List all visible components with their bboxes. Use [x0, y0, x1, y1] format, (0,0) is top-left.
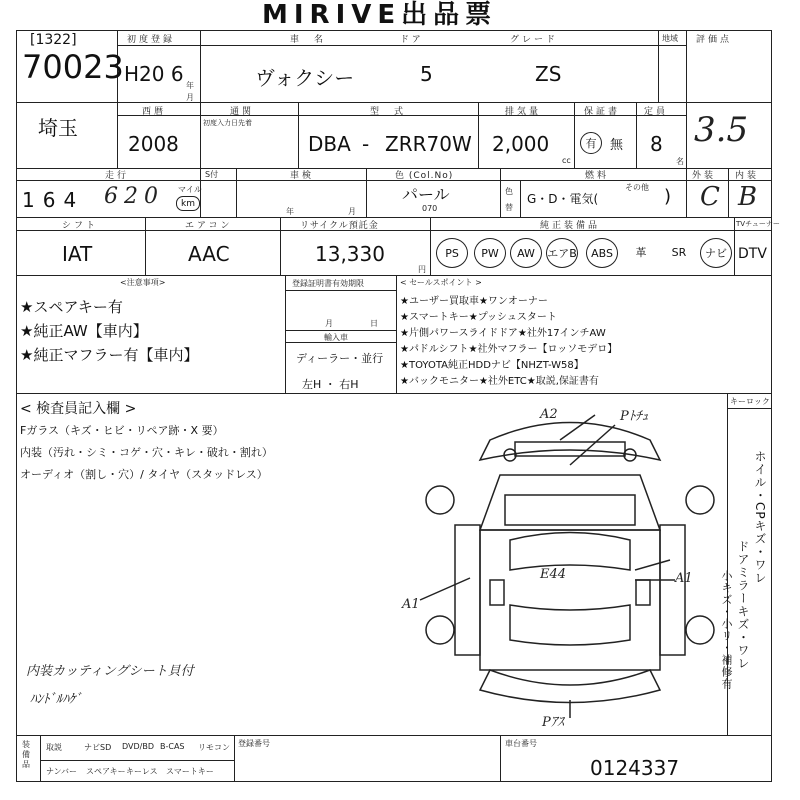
rule	[734, 217, 735, 275]
rule	[285, 290, 396, 291]
footer-item: キーレス	[126, 767, 158, 776]
rule	[234, 735, 235, 782]
handwritten-note-1: 内装カッティングシート貝付	[26, 664, 194, 679]
rule	[478, 102, 479, 168]
door-value: 5	[420, 62, 433, 86]
western-year-label: 西暦	[142, 107, 167, 117]
rule	[366, 168, 367, 217]
rule	[727, 408, 772, 409]
rule	[396, 275, 397, 393]
prefecture: 埼玉	[38, 116, 78, 140]
sales-point: ★パドルシフト★社外マフラー【ロッソモデロ】	[400, 344, 618, 355]
rule	[574, 102, 575, 168]
rule	[500, 735, 501, 782]
displacement-value: 2,000	[492, 132, 550, 156]
color-number: 070	[422, 204, 438, 213]
score-value: 3.5	[694, 110, 749, 150]
equipment-label: 純正装備品	[540, 221, 601, 231]
inspection-label: 車検	[290, 171, 315, 181]
rule	[16, 393, 772, 394]
fuel-label: 燃料	[585, 171, 610, 181]
import-label: 輸入車	[324, 333, 348, 342]
footer-equipment-label: 装備品	[22, 740, 30, 769]
fuel-value: G・D・電気(	[527, 192, 599, 206]
km-unit-mark: km	[176, 196, 200, 211]
score-label: 評価点	[696, 35, 733, 45]
inspector-line: オーディオ（割し・穴）/ タイヤ（スタッドレス）	[20, 468, 268, 481]
rule	[117, 45, 686, 46]
person-unit: 名	[676, 157, 684, 166]
sfix-label: S付	[205, 170, 219, 179]
mileage-label: 走行	[105, 171, 130, 181]
tuner-value: DTV	[738, 246, 767, 262]
wheel-damage-note: ホイル・CPキズ・ワレ	[753, 450, 767, 585]
sales-point: ★バックモニター★社外ETC★取説,保証書有	[400, 376, 599, 387]
model-label: 型 式	[370, 107, 407, 117]
rule	[200, 30, 201, 168]
warranty-exists-mark: 有	[580, 132, 602, 154]
rule	[16, 217, 772, 218]
interior-label: 内装	[735, 171, 760, 181]
warranty-none: 無	[610, 138, 624, 153]
grade-label: グレード	[510, 35, 559, 45]
door-label: ドア	[400, 35, 424, 45]
footer-item: スペアキー	[86, 767, 126, 776]
rule	[40, 735, 41, 782]
rule	[686, 30, 687, 168]
lot-number: 70023	[22, 48, 124, 86]
import-side: 左H ・ 右H	[302, 378, 359, 391]
color-label: 色 (Col.No)	[395, 171, 454, 181]
equipment-5: 革	[635, 246, 647, 259]
reg-month: 月	[325, 319, 333, 328]
car-damage-diagram	[402, 400, 720, 730]
rule	[280, 217, 281, 275]
car-name-value: ヴォクシー	[255, 66, 355, 90]
capacity-value: 8	[650, 132, 663, 156]
reg-day: 日	[370, 319, 378, 328]
warranty-label: 保証書	[584, 107, 621, 117]
model-year-note: 初度入力日先着	[203, 119, 252, 127]
shift-label: シフト	[62, 221, 99, 231]
interior-value: B	[738, 182, 758, 212]
rule	[636, 102, 637, 168]
fuel-other-label: その他	[625, 183, 649, 192]
rule	[16, 168, 772, 169]
sales-point: ★スマートキー★プッシュスタート	[400, 312, 557, 323]
rule	[728, 168, 729, 217]
rule	[686, 168, 687, 217]
first-reg-value: H20 6	[124, 62, 184, 86]
sheet-title: MIRIVE出品票	[262, 0, 498, 30]
equipment-0: PS	[436, 238, 468, 268]
aircon-label: エアコン	[185, 221, 233, 231]
car-name-label: 車 名	[290, 35, 327, 45]
caution-note: ★スペアキー有	[20, 298, 123, 316]
rule	[145, 217, 146, 275]
footer-item: ナビSD	[84, 743, 112, 752]
rule	[285, 330, 396, 331]
damage-code-a2: A2	[540, 407, 558, 422]
import-dealer: ディーラー・並行	[296, 352, 384, 365]
caution-label: <注意事項>	[120, 278, 166, 287]
year-unit: 年	[186, 81, 194, 90]
color-change-label-2: 替	[505, 203, 513, 212]
western-year-value: 2008	[128, 132, 179, 156]
caution-note: ★純正マフラー有【車内】	[20, 346, 199, 364]
rule	[16, 735, 772, 736]
exterior-value: C	[700, 182, 720, 212]
vin-label: 車台番号	[505, 739, 537, 748]
model-dash: -	[362, 132, 370, 156]
recycle-value: 13,330	[315, 242, 385, 266]
footer-item: 取説	[46, 743, 62, 752]
rule	[658, 30, 659, 102]
footer-item: DVD/BD	[122, 742, 154, 751]
sales-point: ★片側パワースライドドア★社外17インチAW	[400, 328, 606, 339]
aircon-value: AAC	[188, 242, 230, 266]
sales-point-label: < セールスポイント >	[400, 278, 482, 287]
recycle-label: リサイクル預託金	[300, 221, 379, 231]
key-lock-label: キーロック	[730, 397, 770, 406]
rule	[40, 760, 234, 761]
model-code: ZRR70W	[385, 132, 472, 156]
mileage-hundreds: 620	[104, 184, 164, 209]
mileage-thousands: 164	[22, 188, 85, 212]
inspector-line: 内装（汚れ・シミ・コゲ・穴・キレ・破れ・割れ）	[20, 446, 273, 459]
mile-unit: マイル	[178, 185, 202, 194]
equipment-3: エアB	[546, 238, 578, 268]
equipment-7: ナビ	[700, 238, 732, 268]
color-value: パール	[402, 185, 450, 204]
mirror-damage-note: ドアミラーキズ・ワレ	[736, 540, 750, 670]
lot-sub: [1322]	[30, 32, 77, 48]
inspector-line: Fガラス（キズ・ヒビ・リペア跡・X 要）	[20, 424, 224, 437]
color-change-label: 色	[505, 187, 513, 196]
footer-item: ナンバー	[46, 767, 78, 776]
exterior-label: 外装	[692, 171, 717, 181]
rule	[16, 180, 772, 181]
grade-value: ZS	[535, 62, 562, 86]
rule	[16, 275, 772, 276]
scratch-legend: 小キズ・小リ・補修有	[720, 570, 733, 690]
rule	[520, 180, 521, 217]
handwritten-note-2: ﾊﾝﾄﾞﾙﾊｹﾞ	[30, 692, 82, 707]
reg-doc-label: 登録証明書有効期限	[292, 279, 364, 288]
rule	[430, 217, 431, 275]
month-unit: 月	[186, 93, 194, 102]
rule	[298, 102, 299, 168]
rule	[285, 275, 286, 393]
vin-value: 0124337	[590, 756, 680, 780]
footer-item: スマートキー	[166, 767, 214, 776]
damage-code-a1-left: A1	[402, 597, 420, 612]
rule	[16, 102, 772, 103]
equipment-1: PW	[474, 238, 506, 268]
displacement-label: 排気量	[505, 107, 542, 117]
inspector-label: < 検査員記入欄 >	[20, 401, 137, 417]
equipment-4: ABS	[586, 238, 618, 268]
region-label: 地域	[662, 34, 678, 43]
caution-note: ★純正AW【車内】	[20, 322, 148, 340]
rule	[16, 230, 772, 231]
damage-note-bottom: Pｱｽ	[542, 715, 564, 730]
inspection-year-unit: 年	[286, 207, 294, 216]
rule	[500, 168, 501, 217]
sales-point: ★TOYOTA純正HDDナビ【NHZT-W58】	[400, 360, 584, 371]
rule	[236, 168, 237, 217]
reg-no-label: 登録番号	[238, 739, 270, 748]
equipment-6: SR	[671, 245, 687, 259]
tuner-label: TVチューナー	[736, 220, 780, 228]
cc-unit: cc	[562, 156, 571, 165]
footer-item: B-CAS	[160, 742, 185, 751]
model-prefix: DBA	[308, 132, 351, 156]
yen-unit: 円	[418, 265, 426, 274]
shift-value: IAT	[62, 242, 93, 266]
model-year-label: 通関	[230, 107, 255, 117]
footer-item: リモコン	[198, 743, 230, 752]
sales-point: ★ユーザー買取車★ワンオーナー	[400, 296, 548, 307]
equipment-2: AW	[510, 238, 542, 268]
capacity-label: 定員	[644, 107, 669, 117]
inspection-month-unit: 月	[348, 207, 356, 216]
damage-code-a1-right: A1	[675, 571, 693, 586]
damage-note-top: Pﾄﾁｭ	[620, 409, 649, 424]
damage-code-e: E44	[540, 567, 567, 582]
first-reg-label: 初度登録	[127, 35, 176, 45]
fuel-close: )	[664, 186, 672, 207]
